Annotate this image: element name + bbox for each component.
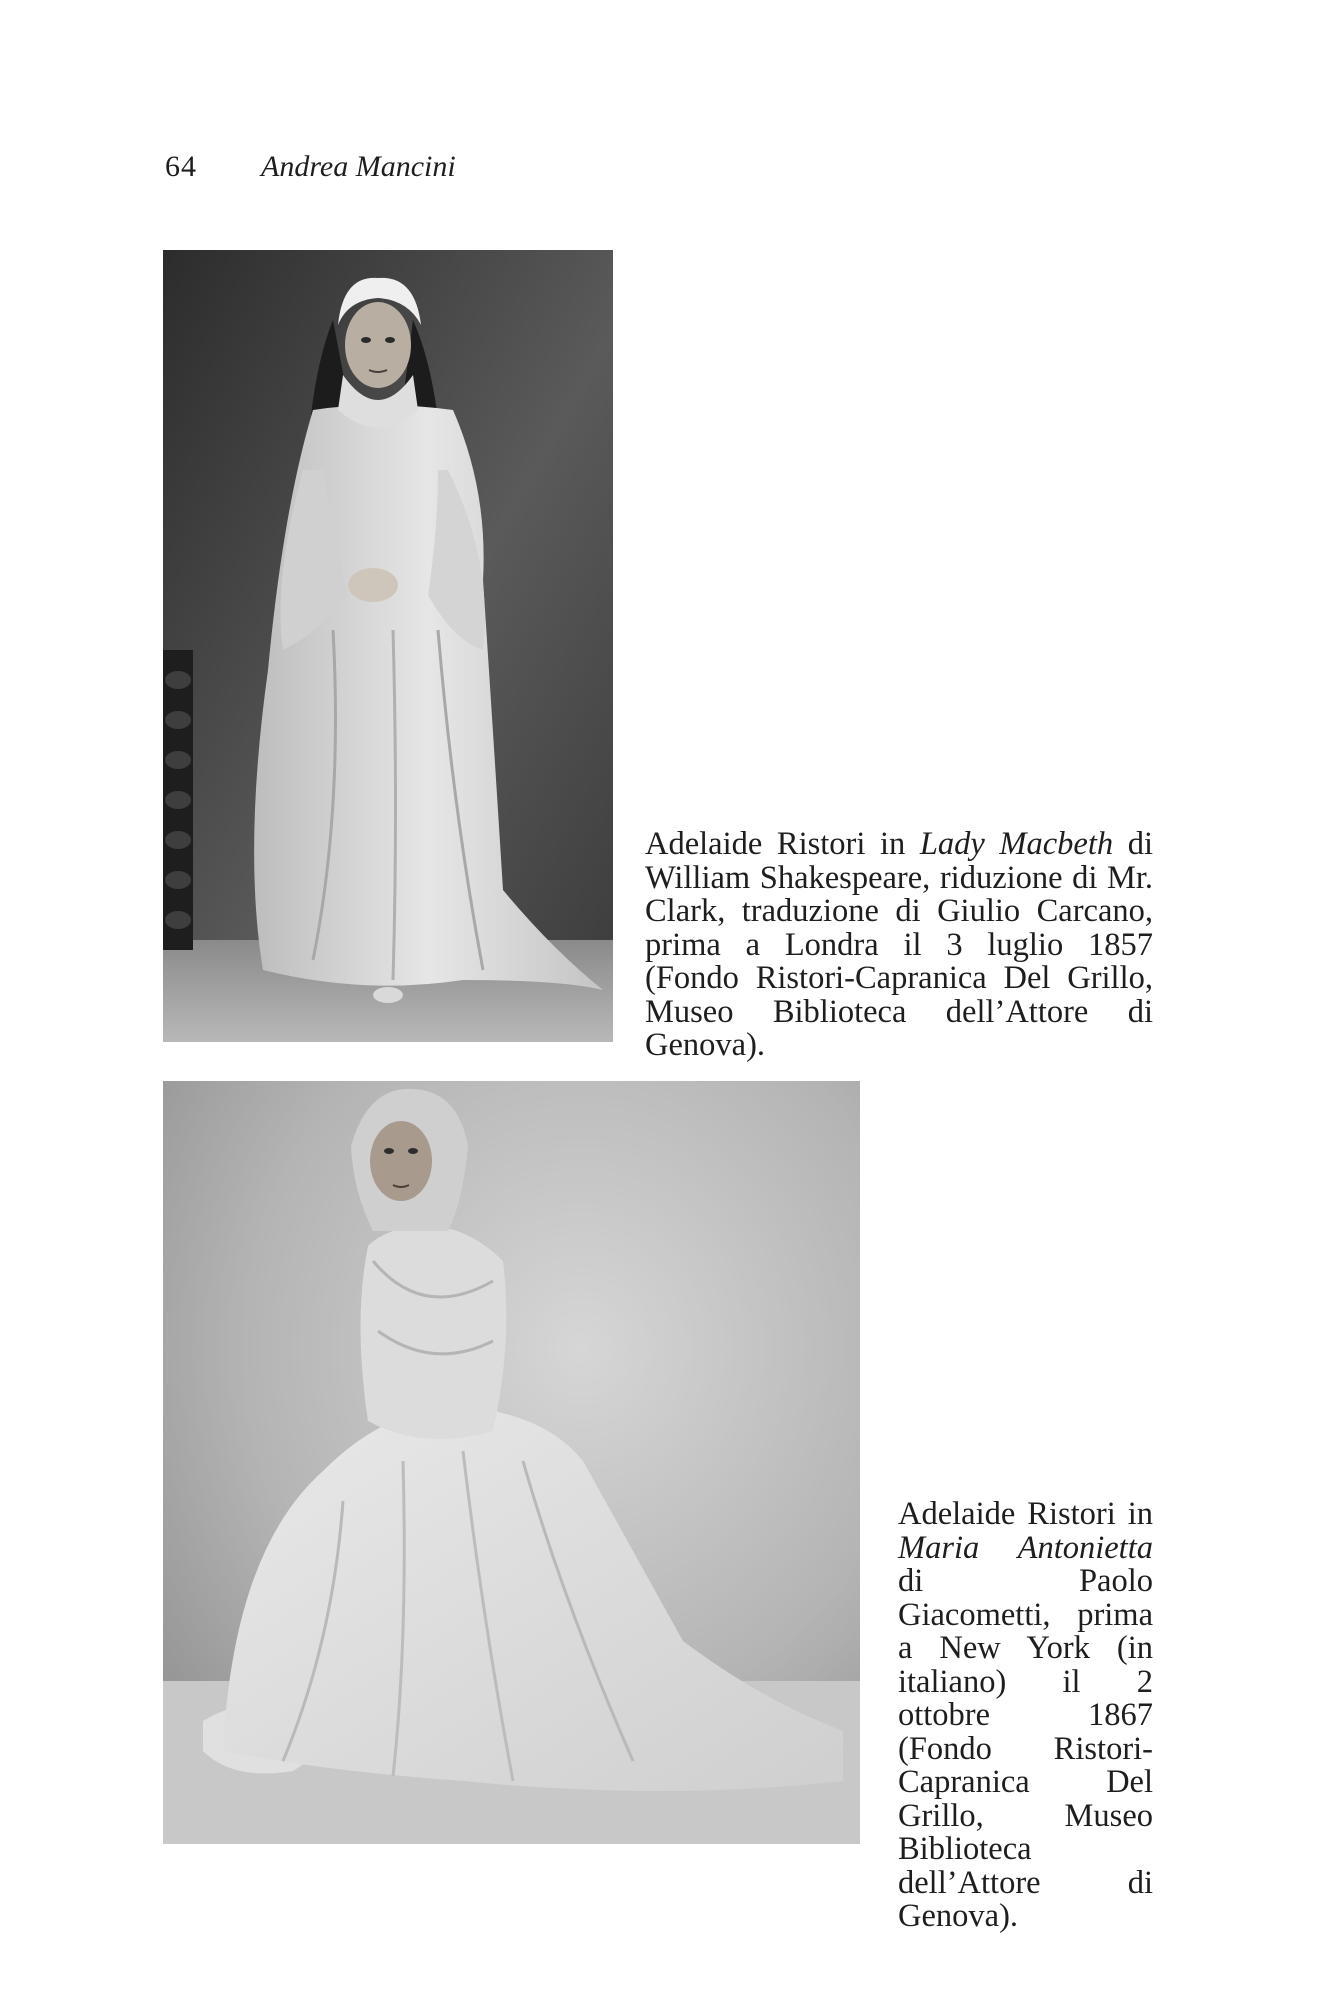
caption-2-text-start: Adelaide Ristori in [898,1496,1153,1532]
running-title-author: Andrea Mancini [261,150,456,183]
caption-maria-antonietta [898,1498,1153,1934]
caption-lady-macbeth [645,828,1153,1063]
running-header [165,150,456,184]
caption-2-work-title: Maria Antonietta [898,1529,1153,1566]
photo-maria-antonietta-image [163,1081,860,1844]
caption-1-text-end: di William Shakespeare, riduzione di Mr. Clark, traduzione di Giulio Carcano, prima a Londra il 3 luglio 1857 (Fondo Ristori-Capranica Del Grillo, Museo Biblioteca dell’Attore di Genova). [645,826,1154,1063]
photo-lady-macbeth-image [163,250,613,1042]
caption-1-text-start: Adelaide Ristori in [645,826,920,862]
caption-1-work-title: Lady Macbeth [919,826,1114,862]
caption-2-text-end: di Paolo Giacometti, prima a New York (in italiano) il 2 ottobre 1867 (Fondo Ristori-Capranica Del Grillo, Museo Biblioteca dell’Attore di Genova). [898,1563,1153,1934]
photo-maria-antonietta [163,1081,860,1844]
photo-lady-macbeth [163,250,613,1042]
page-number: 64 [165,150,197,183]
